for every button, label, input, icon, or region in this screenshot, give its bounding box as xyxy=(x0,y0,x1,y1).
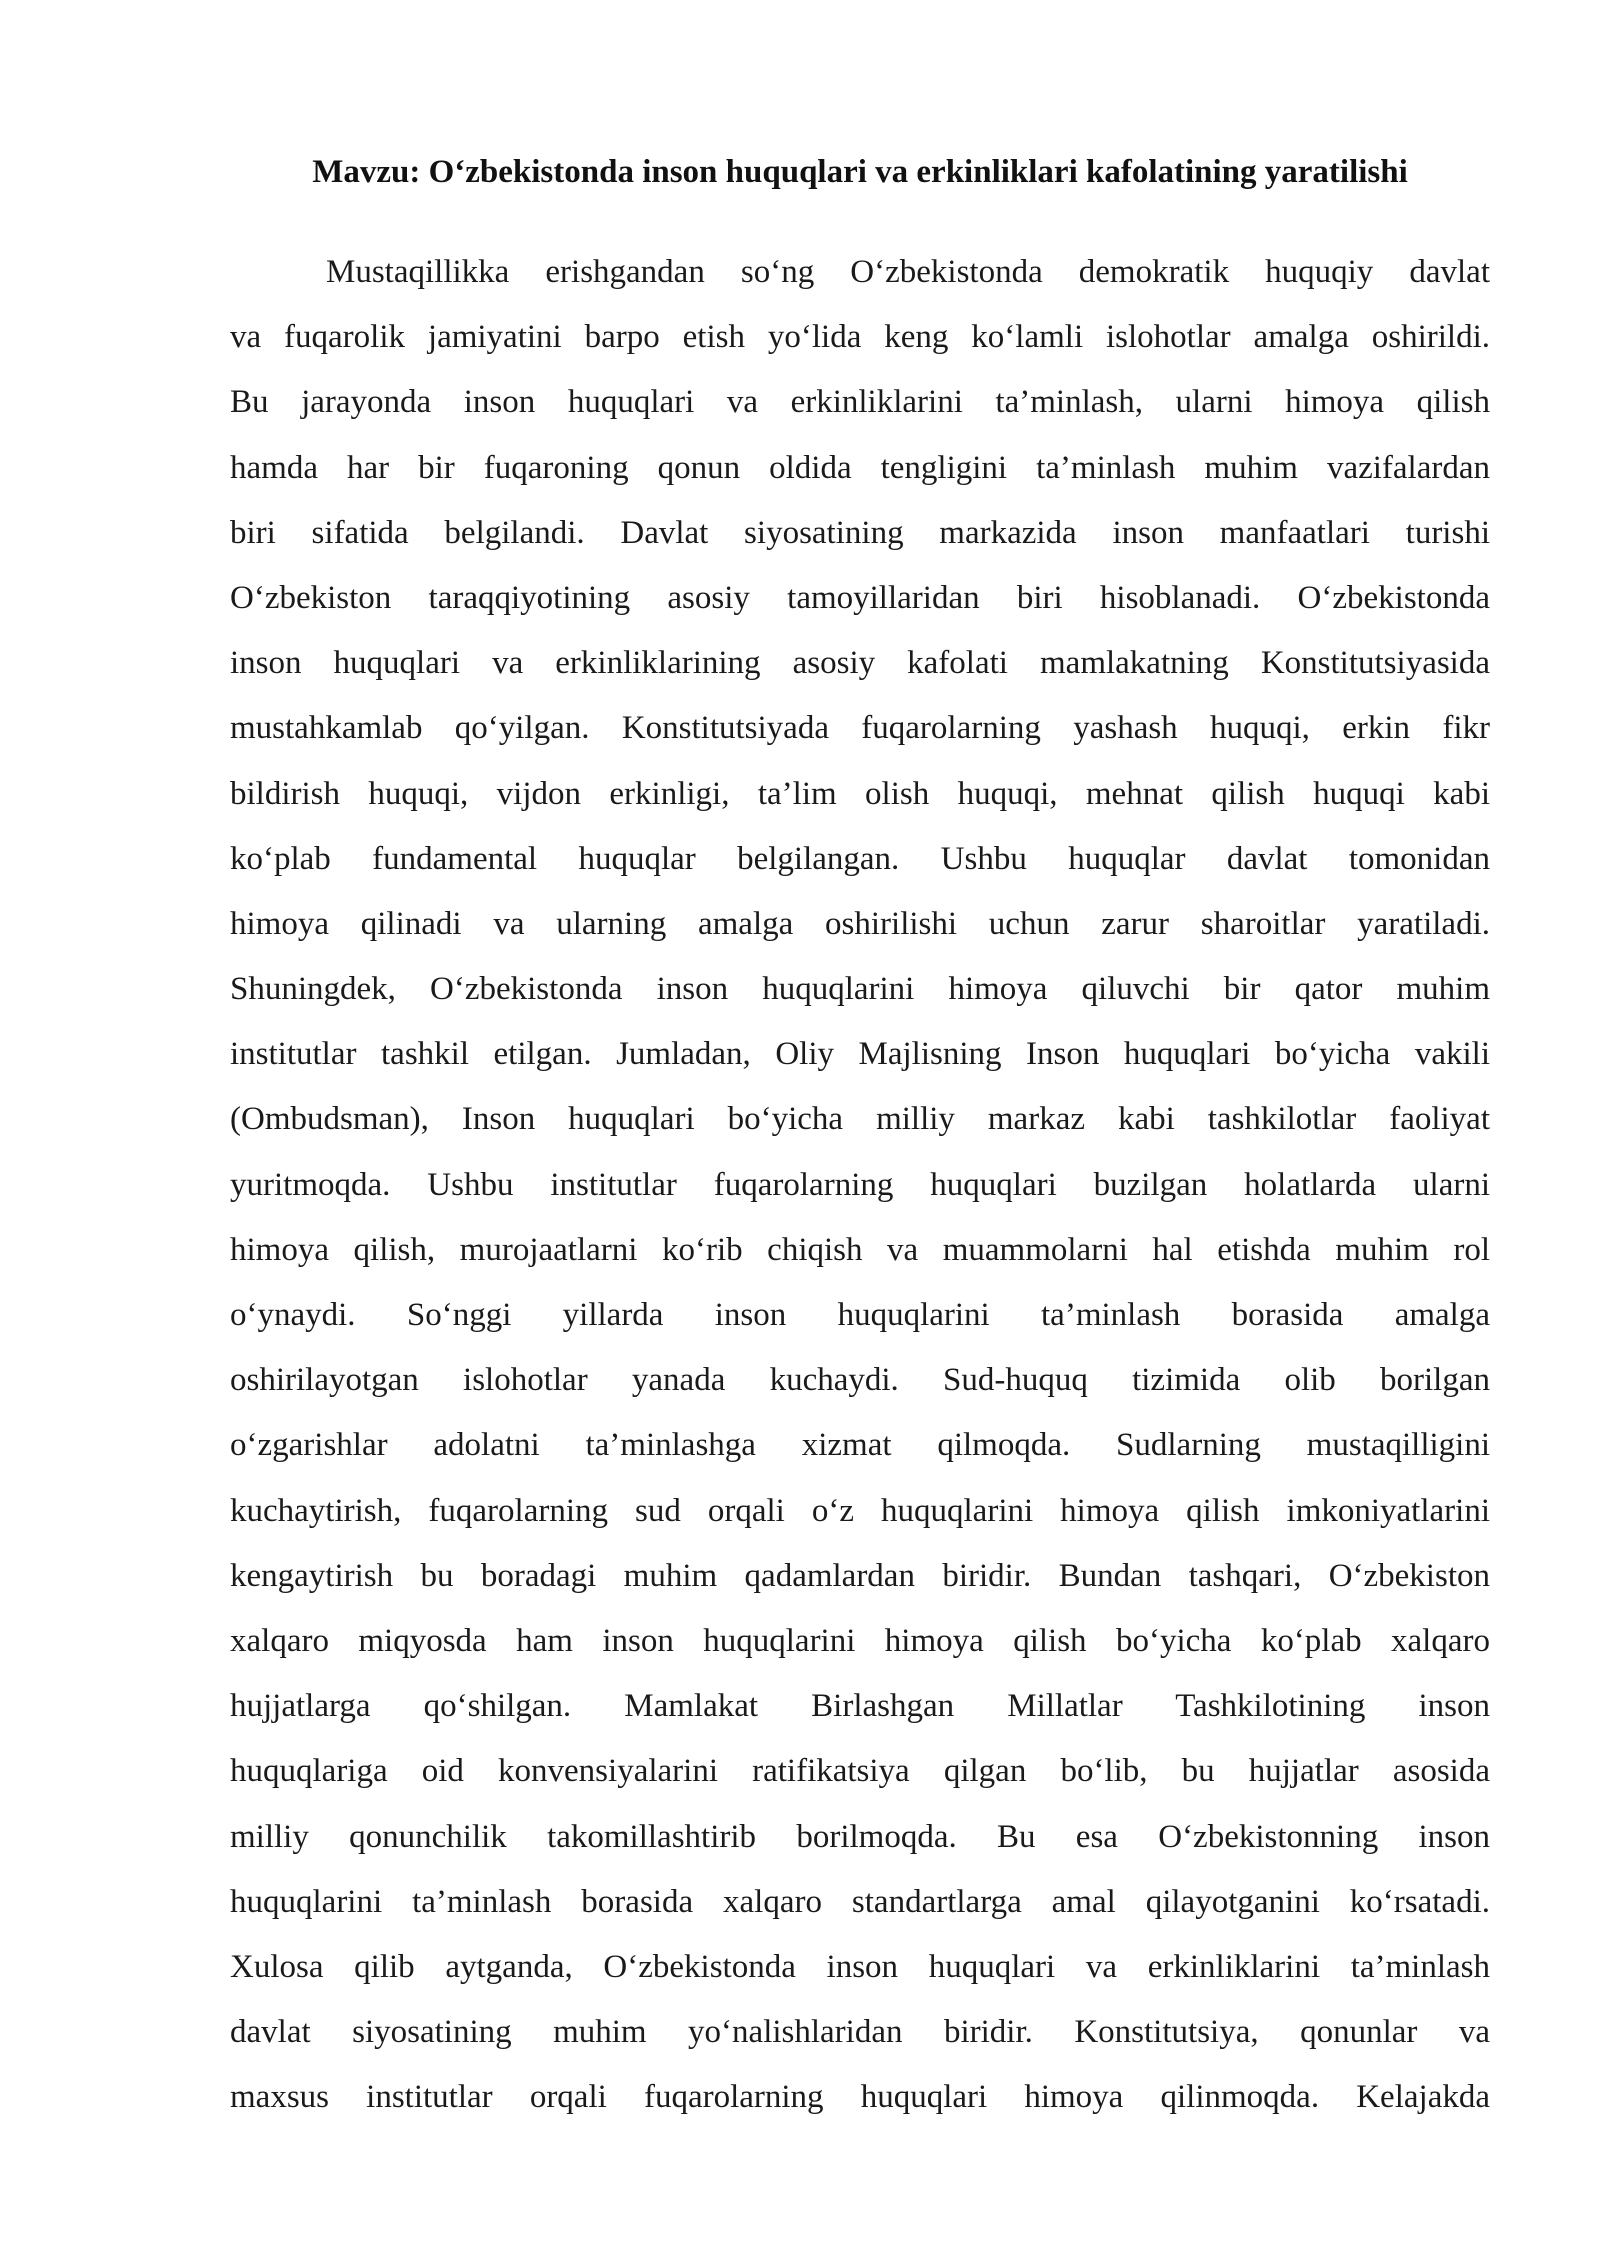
text-line: Bu jarayonda inson huquqlari va erkinliklarini ta’minlash, ularni himoya qilish xyxy=(230,384,1490,421)
text-line: kuchaytirish, fuqarolarning sud orqali o‘z huquqlarini himoya qilish imkoniyatlarini xyxy=(230,1492,1490,1529)
text-line: himoya qilish, murojaatlarni ko‘rib chiqish va muammolarni hal etishda muhim rol xyxy=(230,1231,1490,1268)
text-line: oshirilayotgan islohotlar yanada kuchaydi. Sud-huquq tizimida olib borilgan xyxy=(230,1362,1490,1399)
text-line: Shuningdek, O‘zbekistonda inson huquqlarini himoya qiluvchi bir qator muhim xyxy=(230,971,1490,1008)
text-line: inson huquqlari va erkinliklarining asosiy kafolati mamlakatning Konstitutsiyasida xyxy=(230,645,1490,682)
text-line: bildirish huquqi, vijdon erkinligi, ta’lim olish huquqi, mehnat qilish huquqi kabi xyxy=(230,775,1490,812)
text-line: himoya qilinadi va ularning amalga oshirilishi uchun zarur sharoitlar yaratiladi. xyxy=(230,905,1490,942)
text-line: milliy qonunchilik takomillashtirib borilmoqda. Bu esa O‘zbekistonning inson xyxy=(230,1818,1490,1855)
text-line: institutlar tashkil etilgan. Jumladan, Oliy Majlisning Inson huquqlari bo‘yicha vakili xyxy=(230,1036,1490,1073)
document-title: Mavzu: O‘zbekistonda inson huquqlari va erkinliklari kafolatining yaratilishi xyxy=(312,154,1408,190)
body-paragraph xyxy=(230,240,1490,2130)
text-line: va fuqarolik jamiyatini barpo etish yo‘lida keng ko‘lamli islohotlar amalga oshirildi. xyxy=(230,319,1490,356)
text-line: davlat siyosatining muhim yo‘nalishlaridan biridir. Konstitutsiya, qonunlar va xyxy=(230,2014,1490,2051)
text-line: O‘zbekiston taraqqiyotining asosiy tamoyillaridan biri hisoblanadi. O‘zbekistonda xyxy=(230,579,1490,616)
text-line: kengaytirish bu boradagi muhim qadamlardan biridir. Bundan tashqari, O‘zbekiston xyxy=(230,1557,1490,1594)
text-line: mustahkamlab qo‘yilgan. Konstitutsiyada fuqarolarning yashash huquqi, erkin fikr xyxy=(230,710,1490,747)
text-line: (Ombudsman), Inson huquqlari bo‘yicha milliy markaz kabi tashkilotlar faoliyat xyxy=(230,1101,1490,1138)
text-line: o‘zgarishlar adolatni ta’minlashga xizmat qilmoqda. Sudlarning mustaqilligini xyxy=(230,1427,1490,1464)
text-line: hujjatlarga qo‘shilgan. Mamlakat Birlashgan Millatlar Tashkilotining inson xyxy=(230,1688,1490,1725)
text-line: o‘ynaydi. So‘nggi yillarda inson huquqlarini ta’minlash borasida amalga xyxy=(230,1297,1490,1333)
text-line: huquqlariga oid konvensiyalarini ratifikatsiya qilgan bo‘lib, bu hujjatlar asosida xyxy=(230,1753,1490,1790)
text-line: biri sifatida belgilandi. Davlat siyosatining markazida inson manfaatlari turishi xyxy=(230,514,1490,551)
text-line: huquqlarini ta’minlash borasida xalqaro standartlarga amal qilayotganini ko‘rsatadi. xyxy=(230,1883,1490,1920)
text-line: xalqaro miqyosda ham inson huquqlarini himoya qilish bo‘yicha ko‘plab xalqaro xyxy=(230,1622,1490,1659)
text-line: ko‘plab fundamental huquqlar belgilangan. Ushbu huquqlar davlat tomonidan xyxy=(230,840,1490,877)
text-line: Xulosa qilib aytganda, O‘zbekistonda inson huquqlari va erkinliklarini ta’minlash xyxy=(230,1948,1490,1985)
text-line: hamda har bir fuqaroning qonun oldida tengligini ta’minlash muhim vazifalardan xyxy=(230,449,1490,486)
text-line: Mustaqillikka erishgandan so‘ng O‘zbekistonda demokratik huquqiy davlat xyxy=(326,254,1490,290)
text-line: maxsus institutlar orqali fuqarolarning huquqlari himoya qilinmoqda. Kelajakda xyxy=(230,2079,1490,2116)
text-line: yuritmoqda. Ushbu institutlar fuqarolarning huquqlari buzilgan holatlarda ularni xyxy=(230,1166,1490,1203)
